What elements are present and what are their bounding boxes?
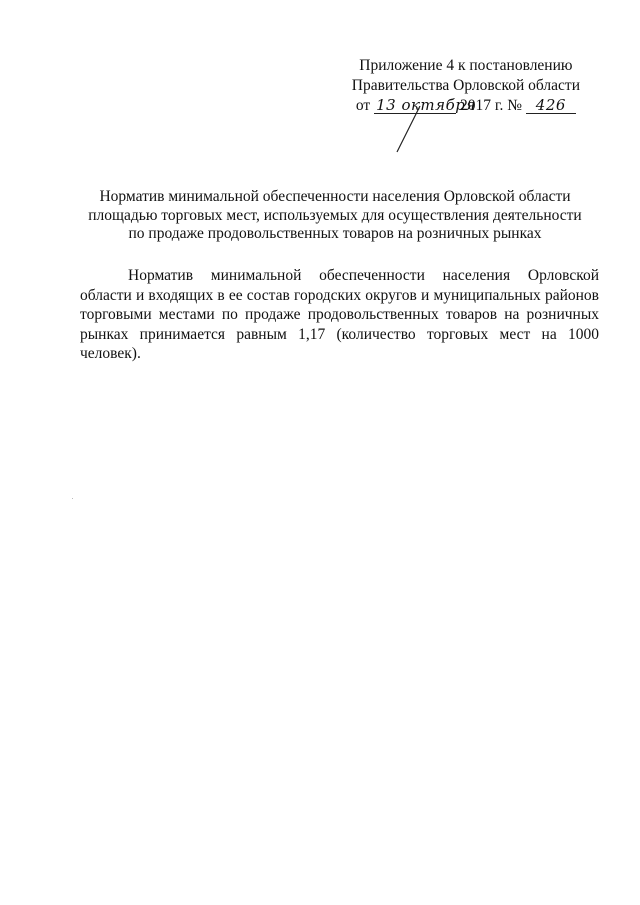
header-line-appendix: Приложение 4 к постановлению [359,57,573,74]
body-paragraph: Норматив минимальной обеспеченности населения Орловской области и входящих в ее состав городских округов и муниципальных районов торговыми местами по продаже продовольственных товаров на розничных рынках принимается равным 1,17 (количество торговых мест на 1000 человек). [80,267,599,362]
header-line-date-number [352,96,580,116]
handwritten-date: 13 октября [376,96,476,114]
title-line-2: площадью торговых мест, используемых для осуществления деятельности [88,206,582,224]
from-label: от [355,97,371,114]
title-line-3: по продаже продовольственных товаров на розничных рынках [128,225,542,242]
title-line-1: Норматив минимальной обеспеченности населения Орловской области [99,188,571,205]
header-line-government: Правительства Орловской области [351,77,580,94]
document-header [352,56,580,116]
year-number-label: 2017 г. № [459,97,522,114]
document-title [70,188,600,244]
handwritten-stroke [395,106,455,156]
handwritten-number: 426 [526,97,576,114]
scan-speck [72,498,73,499]
